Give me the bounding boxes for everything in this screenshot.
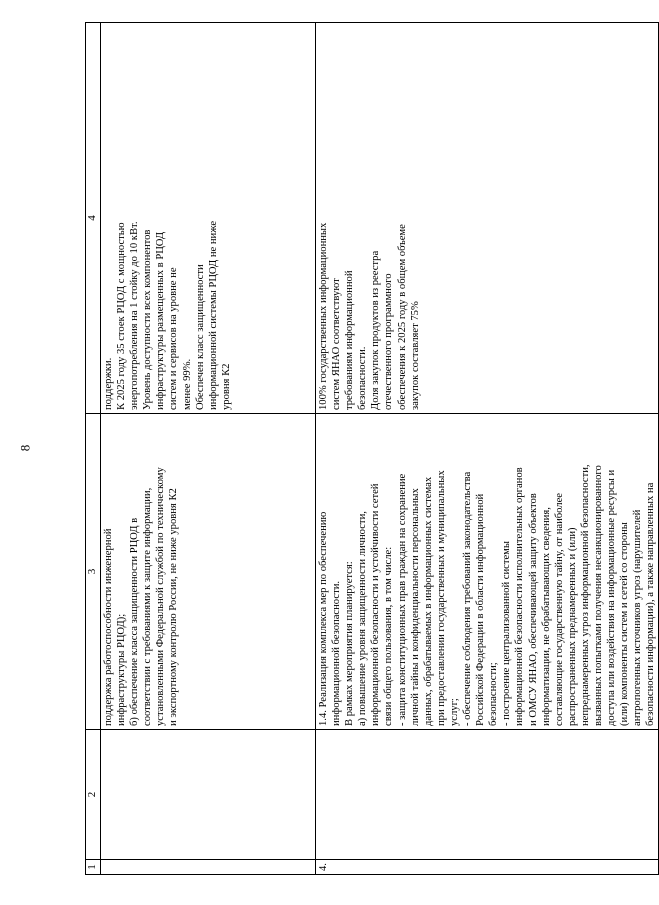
text-line: информационной системы РЦОД не ниже: [207, 220, 219, 410]
text-line: и ОМСУ ЯНАО, обеспечивающей защиту объектов: [527, 493, 539, 726]
text-line: информационной безопасности и устойчивости сетей: [370, 483, 382, 726]
result-cell: [316, 23, 659, 414]
text-line: безопасности информации), а также направленных на: [645, 482, 657, 726]
text-line: Уровень доступности всех компонентов: [142, 229, 154, 410]
text-line: - защита конституционных прав граждан на сохранение: [396, 473, 408, 726]
text-line: систем и сервисов на уровне не: [168, 267, 180, 410]
row-number-cell: 4.: [316, 860, 659, 875]
text-line: отечественного программного: [383, 273, 395, 410]
text-line: безопасности;: [488, 662, 500, 726]
text-line: безопасности.: [357, 346, 369, 410]
text-line: б) обеспечение класса защищенности РЦОД в: [129, 517, 141, 726]
header-col-4: 4: [86, 23, 101, 414]
result-cell: [101, 23, 316, 414]
activity-cell: [316, 414, 659, 730]
table-row: [101, 23, 316, 875]
text-line: информационной безопасности исполнительных органов: [514, 467, 526, 726]
text-line: Доля закупок продуктов из реестра: [370, 250, 382, 410]
text-line: 100% государственных информационных: [318, 222, 329, 410]
text-line: уровня К2: [220, 363, 232, 410]
text-line: поддержки.: [103, 357, 114, 410]
text-line: соответствии с требованиями к защите информации,: [142, 487, 154, 726]
plan-table: [85, 22, 659, 875]
row-number-cell: [101, 860, 316, 875]
name-cell: [101, 730, 316, 860]
activity-cell: [101, 414, 316, 730]
text-line: а) повышение уровня защищенности личности,: [357, 511, 369, 726]
text-line: связи общего пользования, в том числе:: [383, 546, 395, 726]
header-row: [86, 23, 101, 875]
text-line: личной тайны и конфиденциальности персональных: [409, 488, 421, 726]
header-col-1: 1: [86, 860, 101, 875]
text-line: доступа или воздействия на информационные ресурсы и: [606, 469, 618, 726]
header-col-2: 2: [86, 730, 101, 860]
text-line: В рамках мероприятия планируется:: [344, 561, 356, 726]
text-line: услуг;: [448, 698, 460, 726]
text-line: Обеспечен класс защищенности: [194, 264, 206, 410]
text-line: распространенных преднамеренных и (или): [566, 527, 578, 726]
text-line: (или) компоненты систем и сетей со стороны: [619, 522, 631, 726]
name-cell: [316, 730, 659, 860]
text-line: инфраструктуры РЦОД);: [116, 613, 128, 726]
text-line: непреднамеренных угроз информационной безопасности,: [579, 464, 591, 726]
text-line: данных, обрабатываемых в информационных системах: [422, 476, 434, 726]
text-line: установленными Федеральной службой по техническому: [155, 467, 167, 726]
text-line: энергопотребления на 1 стойку до 10 кВт.: [129, 221, 141, 410]
table-row: [316, 23, 659, 875]
page-number: 8: [17, 444, 33, 452]
text-line: систем ЯНАО соответствуют: [331, 278, 343, 410]
text-line: информатизации, не обрабатывающих сведения,: [540, 507, 552, 726]
text-line: информационной безопасности.: [331, 580, 343, 726]
text-line: К 2025 году 35 стоек РЦОД с мощностью: [116, 222, 128, 410]
text-line: и экспортному контролю России, не ниже уровня К2: [168, 488, 180, 726]
header-col-3: 3: [86, 414, 101, 730]
text-line: поддержка работоспособности инженерной: [103, 528, 114, 726]
text-line: составляющие государственную тайну, от наиболее: [553, 493, 565, 726]
text-line: требованиям информационной: [344, 270, 356, 410]
text-line: 1.4. Реализация комплекса мер по обеспечению: [318, 511, 329, 726]
text-line: антропогенных источников угроз (нарушителей: [632, 509, 644, 726]
text-line: Российской Федерации в области информационной: [475, 493, 487, 726]
rotated-table-wrapper: [85, 23, 657, 875]
text-line: закупок составляет 75%: [409, 301, 421, 410]
text-line: - построение централизованной системы: [501, 541, 513, 726]
text-line: вызванных попытками получения несанкционированного: [592, 465, 604, 726]
text-line: менее 99%.: [181, 358, 193, 410]
text-line: обеспечения к 2025 году в общем объеме: [396, 224, 408, 410]
text-line: инфраструктуры размещенных в РЦОД: [155, 231, 167, 410]
text-line: - обеспечение соблюдения требований законодательства: [462, 471, 474, 726]
text-line: при предоставлении государственных и муниципальных: [435, 470, 447, 726]
